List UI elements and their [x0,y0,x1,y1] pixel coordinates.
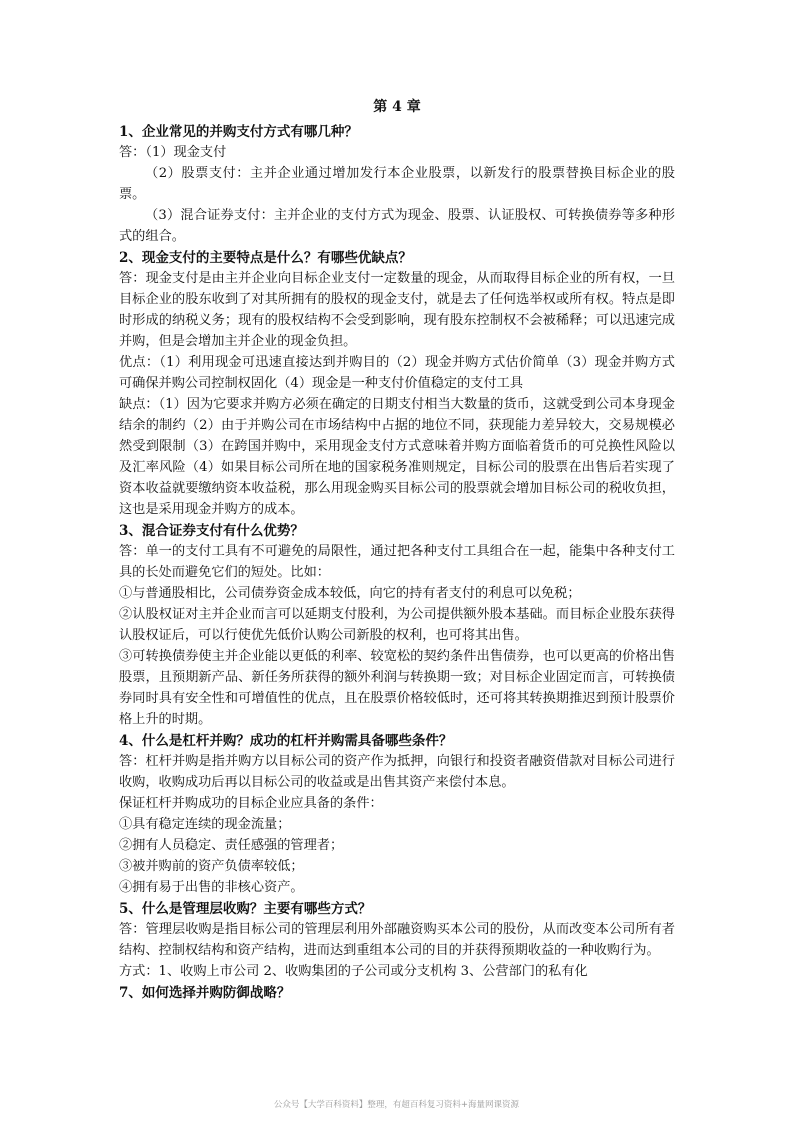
question-2-title: 2、现金支付的主要特点是什么？有哪些优缺点？ [119,250,412,266]
question-4-item-1: ①具有稳定连续的现金流量； [119,817,291,832]
question-4-answer-1: 答：杠杆并购是指并购方以目标公司的资产作为抵押，向银行和投资者融资借款对目标公司进行收购，收购成功后再以目标公司的收益或是出售其资产来偿付本息。 [119,754,675,790]
question-2-answer-1: 答：现金支付是由主并企业向目标企业支付一定数量的现金，从而取得目标企业的所有权，一旦目标企业的股东收到了对其所拥有的股权的现金支付，就是去了任何选举权或所有权。特点是即时形成的纳税义务；现有的股权结构不会受到影响，现有股东控制权不会被稀释；可以迅速完成并购，但是会增加主并企业的现金负担。 [119,271,675,349]
question-4-item-3: ③被并购前的资产负债率较低； [119,859,304,874]
question-3-item-3: ③可转换债券使主并企业能以更低的利率、较宽松的契约条件出售债券，也可以更高的价格出售股票，且预期新产品、新任务所获得的额外利润与转换期一致；对目标企业固定而言，可转换债券同时具有安全性和可增值性的优点，且在股票价格较低时，还可将其转换期推迟到预计股票价格上升的时期。 [119,649,675,727]
question-4-answer-2: 保证杠杆并购成功的目标企业应具备的条件： [119,796,383,811]
question-4-item-4: ④拥有易于出售的非核心资产。 [119,880,304,895]
question-2-disadvantages: 缺点：（1）因为它要求并购方必须在确定的日期支付相当大数量的货币，这就受到公司本身现金结余的制约（2）由于并购公司在市场结构中占据的地位不同，获现能力差异较大，交易规模必然受到限制（3）在跨国并购中，采用现金支付方式意味着并购方面临着货币的可兑换性风险以及汇率风险（4）如果目标公司所在地的国家税务准则规定，目标公司的股票在出售后若实现了资本收益就要缴纳资本收益税，那么用现金购买目标公司的股票就会增加目标公司的税收负担，这也是采用现金并购方的成本。 [119,397,675,517]
question-4-item-2: ②拥有人员稳定、责任感强的管理者； [119,838,344,853]
question-5-answer-2: 方式：1、收购上市公司 2、收购集团的子公司或分支机构 3、公营部门的私有化 [119,964,588,979]
question-3-item-2: ②认股权证对主并企业而言可以延期支付股利，为公司提供额外股本基础。而目标企业股东获得认股权证后，可以行使优先低价认购公司新股的权利，也可将其出售。 [119,607,675,643]
question-1-answer-3: （3）混合证券支付：主并企业的支付方式为现金、股票、认证股权、可转换债券等多种形式的组合。 [119,208,675,244]
question-7-title: 7、如何选择并购防御战略？ [119,985,291,1001]
question-3-item-1: ①与普通股相比，公司债券资金成本较低，向它的持有者支付的利息可以免税； [119,586,581,601]
question-1-answer-1: 答：（1）现金支付 [119,145,227,160]
question-5-title: 5、什么是管理层收购？主要有哪些方式？ [119,901,372,917]
question-4-title: 4、什么是杠杆并购？成功的杠杆并购需具备哪些条件？ [119,733,453,749]
question-1-title: 1、企业常见的并购支付方式有哪几种？ [119,124,358,140]
question-5-answer-1: 答：管理层收购是指目标公司的管理层利用外部融资购买本公司的股份，从而改变本公司所有者结构、控制权结构和资产结构，进而达到重组本公司的目的并获得预期收益的一种收购行为。 [119,922,675,958]
page-footer: 公众号【大学百科资料】整理，有超百科复习资料+海量网课资源 [273,1100,520,1110]
question-3-title: 3、混合证券支付有什么优势？ [119,523,304,539]
question-2-advantages: 优点：（1）利用现金可迅速直接达到并购目的（2）现金并购方式估价简单（3）现金并购方式可确保并购公司控制权固化（4）现金是一种支付价值稳定的支付工具 [119,355,675,391]
document-page [119,96,675,1003]
question-1-answer-2: （2）股票支付：主并企业通过增加发行本企业股票，以新发行的股票替换目标企业的股票。 [119,166,675,202]
question-3-answer-1: 答：单一的支付工具有不可避免的局限性，通过把各种支付工具组合在一起，能集中各种支付工具的长处而避免它们的短处。比如： [119,544,675,580]
chapter-title: 第 4 章 [373,99,421,115]
